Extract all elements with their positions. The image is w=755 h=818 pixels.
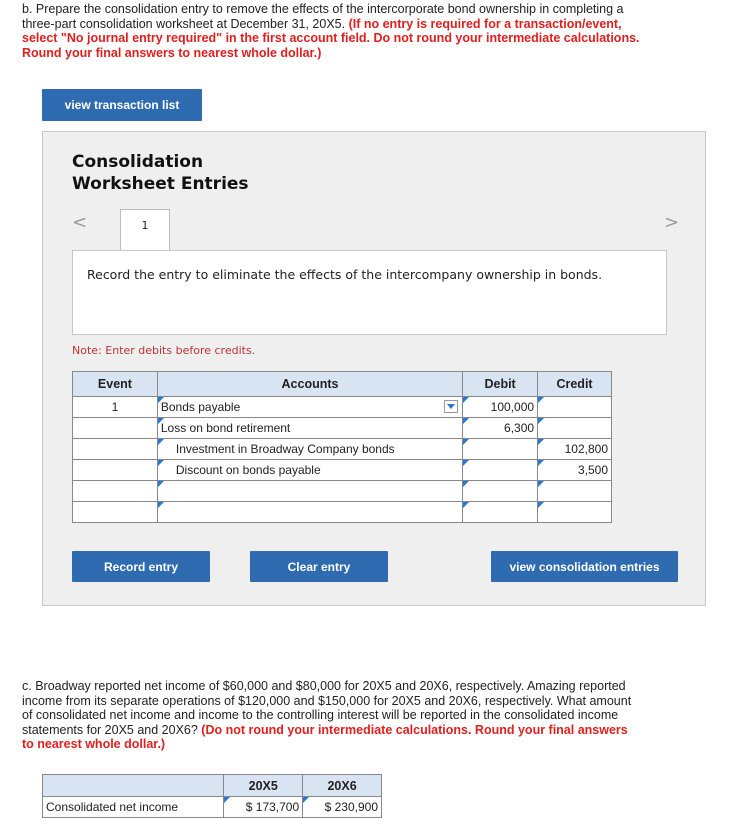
instruction-text: Record the entry to eliminate the effects of the intercompany ownership in bonds. — [87, 267, 603, 282]
input-flag-icon — [463, 439, 469, 445]
input-flag-icon — [538, 418, 544, 424]
credit-input[interactable] — [538, 439, 612, 460]
input-flag-icon — [538, 460, 544, 466]
event-cell — [73, 481, 158, 502]
next-arrow-icon[interactable]: > — [664, 212, 680, 233]
header-credit: Credit — [538, 372, 612, 397]
account-select[interactable] — [157, 481, 462, 502]
input-flag-icon — [538, 397, 544, 403]
debit-input[interactable] — [463, 397, 538, 418]
table-row — [73, 397, 612, 418]
input-flag-icon — [158, 397, 164, 403]
header-accounts: Accounts — [157, 372, 462, 397]
income-20x6-input[interactable] — [303, 797, 382, 818]
input-flag-icon — [538, 502, 544, 508]
input-flag-icon — [158, 502, 164, 508]
income-header-row — [43, 775, 382, 797]
event-cell — [73, 460, 158, 481]
account-select[interactable] — [157, 397, 462, 418]
input-flag-icon — [158, 439, 164, 445]
table-row — [73, 481, 612, 502]
journal-header-row — [73, 372, 612, 397]
input-flag-icon — [463, 502, 469, 508]
panel-title — [72, 151, 249, 195]
header-debit: Debit — [463, 372, 538, 397]
panel-title-line1: Consolidation — [72, 152, 204, 172]
input-flag-icon — [303, 797, 309, 803]
consolidation-panel — [42, 131, 706, 606]
view-consolidation-entries-button[interactable]: view consolidation entries — [491, 551, 678, 582]
income-20x5-value: $ 173,700 — [245, 800, 300, 814]
prev-arrow-icon[interactable]: < — [72, 212, 88, 233]
part-c-question — [22, 679, 642, 752]
event-cell — [73, 502, 158, 523]
credit-value: 3,500 — [577, 463, 608, 477]
dropdown-arrow-icon[interactable] — [444, 400, 458, 413]
income-header-blank — [43, 775, 224, 797]
debit-input[interactable] — [463, 418, 538, 439]
view-transaction-list-button[interactable]: view transaction list — [42, 89, 202, 121]
input-flag-icon — [158, 481, 164, 487]
income-table — [42, 774, 382, 818]
header-event: Event — [73, 372, 158, 397]
debit-value: 6,300 — [504, 421, 535, 435]
credit-input[interactable] — [538, 397, 612, 418]
input-flag-icon — [463, 397, 469, 403]
panel-title-line2: Worksheet Entries — [72, 174, 249, 194]
credit-input[interactable] — [538, 502, 612, 523]
income-20x5-input[interactable] — [224, 797, 303, 818]
event-cell — [73, 439, 158, 460]
account-select[interactable] — [157, 460, 462, 481]
event-cell — [73, 418, 158, 439]
debit-input[interactable] — [463, 481, 538, 502]
debit-input[interactable] — [463, 502, 538, 523]
table-row — [73, 460, 612, 481]
part-b-text: b. Prepare the consolidation entry to remove the effects of the intercorporate bond ownership in completing a three-part consolidation worksheet at December 31, 20X5. — [22, 2, 624, 31]
credit-input[interactable] — [538, 481, 612, 502]
tab-entry-1[interactable]: 1 — [120, 209, 170, 251]
credit-value: 102,800 — [564, 442, 608, 456]
account-text: Investment in Broadway Company bonds — [175, 442, 395, 456]
row-label: Consolidated net income — [43, 797, 224, 818]
header-20x5: 20X5 — [224, 775, 303, 797]
clear-entry-button[interactable]: Clear entry — [250, 551, 388, 582]
part-c-text: c. Broadway reported net income of $60,000 and $80,000 for 20X5 and 20X6, respectively. Amazing reported income from its separate operations of $120,000 and $150,000 for 20X5 and 20X6, respectively. What amount of consolidated net income and income to the controlling interest will be reported in the consolidated income statements for 20X5 and 20X6? — [22, 679, 632, 737]
table-row — [73, 439, 612, 460]
note-text: Note: Enter debits before credits. — [72, 344, 256, 357]
account-text: Bonds payable — [160, 400, 241, 414]
debit-input[interactable] — [463, 439, 538, 460]
input-flag-icon — [158, 418, 164, 424]
input-flag-icon — [538, 439, 544, 445]
table-row — [43, 797, 382, 818]
input-flag-icon — [463, 460, 469, 466]
instruction-box — [72, 250, 667, 335]
input-flag-icon — [158, 460, 164, 466]
journal-table — [72, 371, 612, 523]
account-select[interactable] — [157, 418, 462, 439]
credit-input[interactable] — [538, 460, 612, 481]
account-select[interactable] — [157, 502, 462, 523]
part-c-instruction: (Do not round your intermediate calculations. Round your final answers to nearest whole dollar.) — [22, 722, 628, 751]
account-text: Loss on bond retirement — [160, 421, 291, 435]
record-entry-button[interactable]: Record entry — [72, 551, 210, 582]
table-row — [73, 418, 612, 439]
input-flag-icon — [538, 481, 544, 487]
input-flag-icon — [463, 481, 469, 487]
debit-input[interactable] — [463, 460, 538, 481]
event-cell: 1 — [73, 397, 158, 418]
table-row — [73, 502, 612, 523]
input-flag-icon — [224, 797, 230, 803]
credit-input[interactable] — [538, 418, 612, 439]
account-select[interactable] — [157, 439, 462, 460]
input-flag-icon — [463, 418, 469, 424]
part-b-instruction: (If no entry is required for a transaction/event, select "No journal entry required" in the first account field. Do not round your intermediate calculations. Round your final answers to nearest whole dollar.) — [22, 16, 640, 60]
income-20x6-value: $ 230,900 — [324, 800, 378, 814]
account-text: Discount on bonds payable — [175, 463, 321, 477]
header-20x6: 20X6 — [303, 775, 382, 797]
debit-value: 100,000 — [490, 400, 535, 414]
part-b-question — [22, 2, 642, 60]
